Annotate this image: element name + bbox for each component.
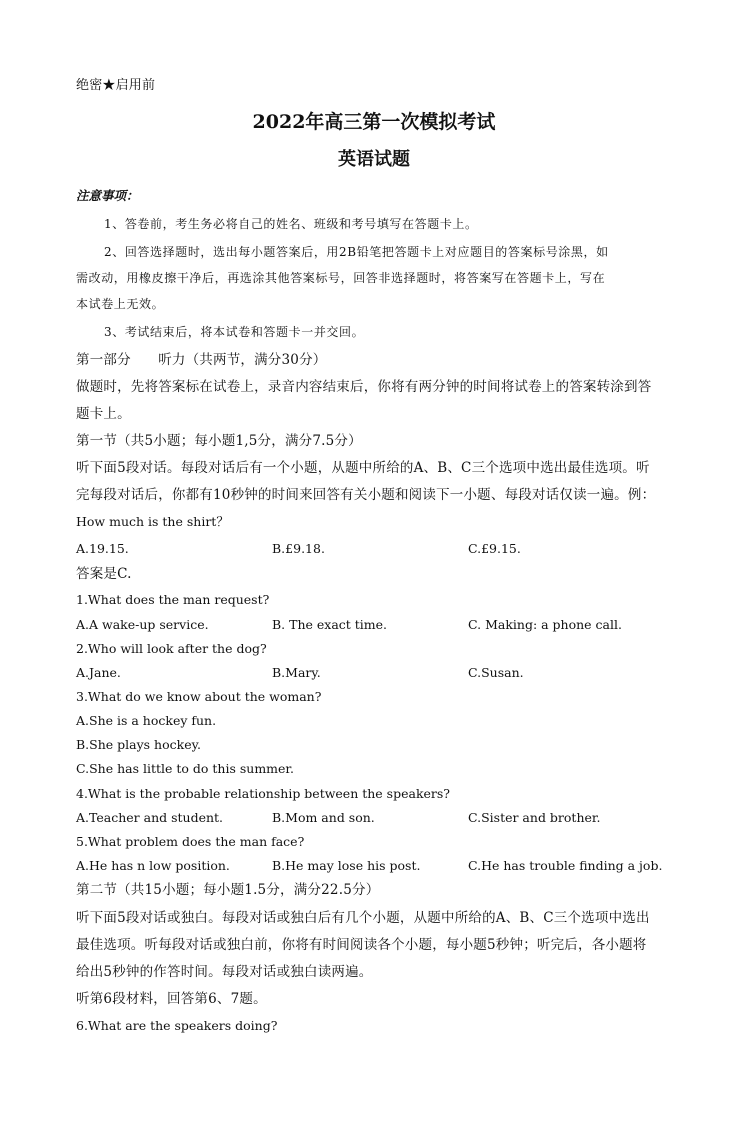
option-b: B.Mom and son. xyxy=(272,810,375,825)
exam-subtitle: 英语试题 xyxy=(338,149,410,170)
option-a: A.19.15. xyxy=(76,541,129,556)
note-line: 需改动，用橡皮擦干净后，再选涂其他答案标号，回答非选择题时，将答案写在答题卡上，写在 xyxy=(76,271,606,285)
example-answer: 答案是C. xyxy=(76,566,132,582)
option-a: A.Teacher and student. xyxy=(76,810,224,825)
option-c: C. Making: a phone call. xyxy=(468,617,622,632)
option-c: C.Susan. xyxy=(468,665,524,680)
option-a: A.He has n low position. xyxy=(76,858,230,873)
question-5: 5.What problem does the man face? xyxy=(76,834,305,849)
option-b: B. The exact time. xyxy=(272,617,388,632)
note-line: 3、考试结束后，将本试卷和答题卡一并交回。 xyxy=(104,325,365,339)
question-4: 4.What is the probable relationship between the speakers? xyxy=(76,786,451,801)
question-3-option-c: C.She has little to do this summer. xyxy=(76,761,295,776)
question-2: 2.Who will look after the dog? xyxy=(76,641,267,656)
section1-intro-line: 听下面5段对话。每段对话后有一个小题，从题中所给的A、B、C三个选项中选出最佳选项。听 xyxy=(76,460,650,476)
note-line: 2、回答选择题时，选出每小题答案后，用2B铅笔把答题卡上对应题目的答案标号涂黑，如 xyxy=(104,245,609,259)
question-3-option-b: B.She plays hockey. xyxy=(76,737,201,752)
option-b: B.Mary. xyxy=(272,665,321,680)
section2-intro-line: 最佳选项。听每段对话或独白前，你将有时间阅读各个小题，每小题5秒钟；听完后，各小题将 xyxy=(76,937,647,953)
question-6: 6.What are the speakers doing? xyxy=(76,1018,278,1033)
section2-intro-line: 给出5秒钟的作答时间。每段对话或独白读两遍。 xyxy=(76,964,373,980)
note-line: 1、答卷前，考生务必将自己的姓名、班级和考号填写在答题卡上。 xyxy=(104,217,478,231)
option-a: A.Jane. xyxy=(76,665,121,680)
section1-intro-line: 完每段对话后，你都有10秒钟的时间来回答有关小题和阅读下一小题、每段对话仅读一遍。例： xyxy=(76,487,656,503)
option-c: C.£9.15. xyxy=(468,541,521,556)
part1-heading: 第一部分 听力（共两节，满分30分） xyxy=(76,352,327,368)
exam-title: 2022年高三第一次模拟考试 xyxy=(252,111,496,133)
part1-intro-line: 做题时，先将答案标在试卷上，录音内容结束后，你将有两分钟的时间将试卷上的答案转涂到答 xyxy=(76,379,652,395)
example-question: How much is the shirt？ xyxy=(76,514,229,529)
material-6-instruction: 听第6段材料，回答第6、7题。 xyxy=(76,991,267,1007)
option-a: A.A wake-up service. xyxy=(76,617,209,632)
section2-heading: 第二节（共15小题；每小题1.5分，满分22.5分） xyxy=(76,882,380,898)
notes-heading: 注意事项： xyxy=(76,188,139,203)
confidential-tag: 绝密★启用前 xyxy=(76,78,156,93)
option-b: B.£9.18. xyxy=(272,541,325,556)
part1-intro-line: 题卡上。 xyxy=(76,406,131,422)
note-line: 本试卷上无效。 xyxy=(76,297,165,311)
option-b: B.He may lose his post. xyxy=(272,858,421,873)
option-c: C.Sister and brother. xyxy=(468,810,601,825)
question-3-option-a: A.She is a hockey fun. xyxy=(76,713,217,728)
question-1: 1.What does the man request? xyxy=(76,592,270,607)
question-3: 3.What do we know about the woman? xyxy=(76,689,322,704)
section1-heading: 第一节（共5小题；每小题1,5分，满分7.5分） xyxy=(76,433,362,449)
section2-intro-line: 听下面5段对话或独白。每段对话或独白后有几个小题，从题中所给的A、B、C三个选项中选出 xyxy=(76,910,650,926)
option-c: C.He has trouble finding a job. xyxy=(468,858,663,873)
